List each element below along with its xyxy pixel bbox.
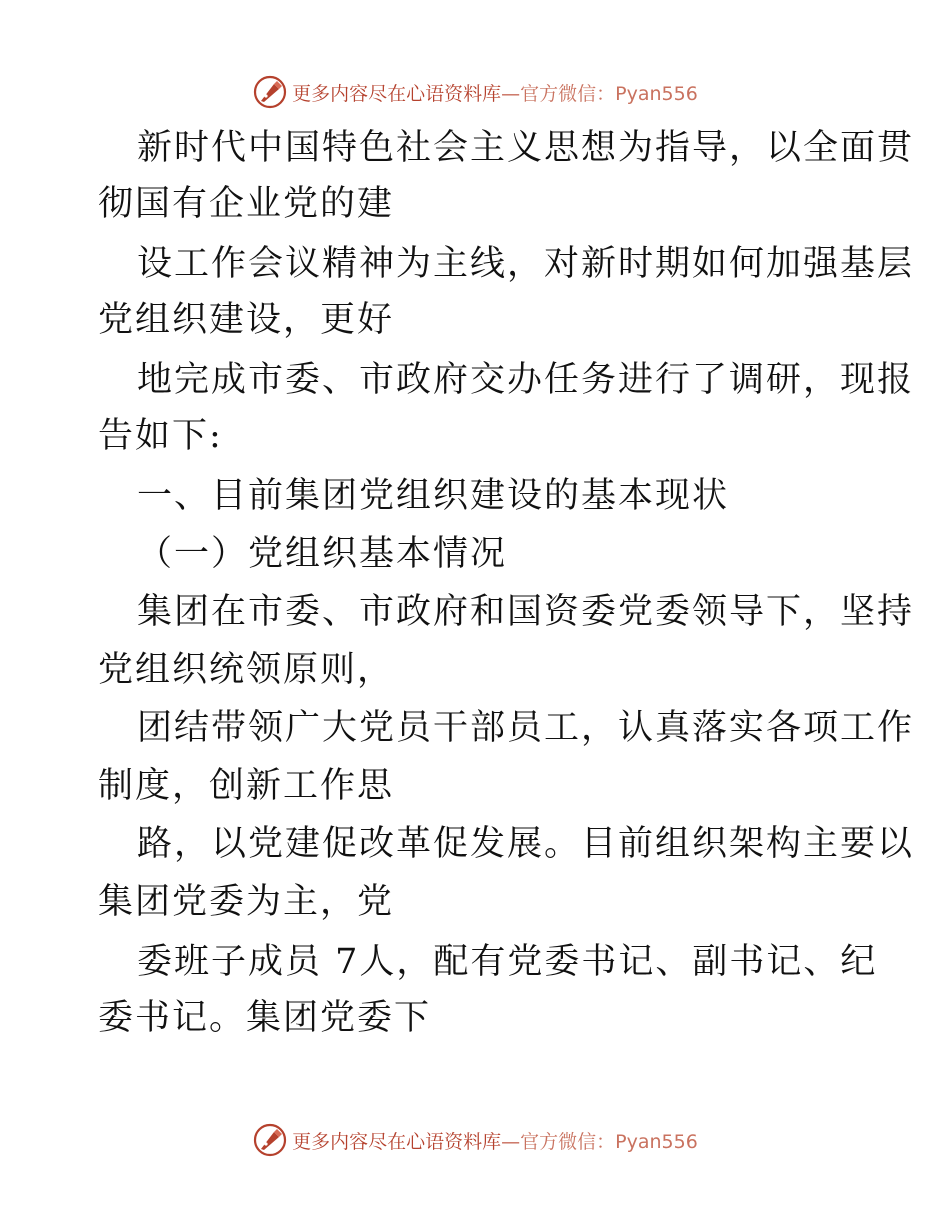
watermark-text xyxy=(292,79,698,106)
watermark-suffix: 官方微信：Pyan556 xyxy=(520,1130,698,1153)
paragraph-line: 集团党委为主，党 xyxy=(98,882,395,922)
watermark-text xyxy=(292,1127,698,1154)
paragraph-line: 设工作会议精神为主线，对新时期如何加强基层 xyxy=(137,244,915,284)
watermark-main-text: 更多内容尽在心语资料库 xyxy=(292,1130,502,1153)
paragraph-line: 党组织统领原则， xyxy=(98,650,395,690)
pen-nib-logo-icon xyxy=(252,1122,288,1158)
paragraph-line: 新时代中国特色社会主义思想为指导，以全面贯 xyxy=(137,128,915,168)
paragraph-line: 告如下: xyxy=(98,416,223,456)
watermark-dash: — xyxy=(501,82,521,105)
paragraph-line: 地完成市委、市政府交办任务进行了调研，现报 xyxy=(137,360,915,400)
watermark-suffix: 官方微信：Pyan556 xyxy=(520,82,698,105)
watermark-dash: — xyxy=(501,1130,521,1153)
paragraph-line: 党组织建设，更好 xyxy=(98,300,395,340)
paragraph-line: 团结带领广大党员干部员工，认真落实各项工作 xyxy=(137,708,915,748)
paragraph-line: 委书记。集团党委下 xyxy=(98,998,432,1038)
watermark-main-text: 更多内容尽在心语资料库 xyxy=(292,82,502,105)
paragraph-line: 路，以党建促改革促发展。目前组织架构主要以 xyxy=(137,824,915,864)
paragraph-line: 制度，创新工作思 xyxy=(98,766,395,806)
section-heading: 一、目前集团党组织建设的基本现状 xyxy=(137,476,730,516)
pen-nib-logo-icon xyxy=(252,74,288,110)
header-watermark xyxy=(0,72,950,112)
paragraph-line: 集团在市委、市政府和国资委党委领导下，坚持 xyxy=(137,592,915,632)
footer-watermark xyxy=(0,1120,950,1160)
paragraph-line: 彻国有企业党的建 xyxy=(98,184,395,224)
subsection-heading: （一）党组织基本情况 xyxy=(137,534,508,574)
paragraph-line: 委班子成员 7人，配有党委书记、副书记、纪 xyxy=(137,942,878,982)
